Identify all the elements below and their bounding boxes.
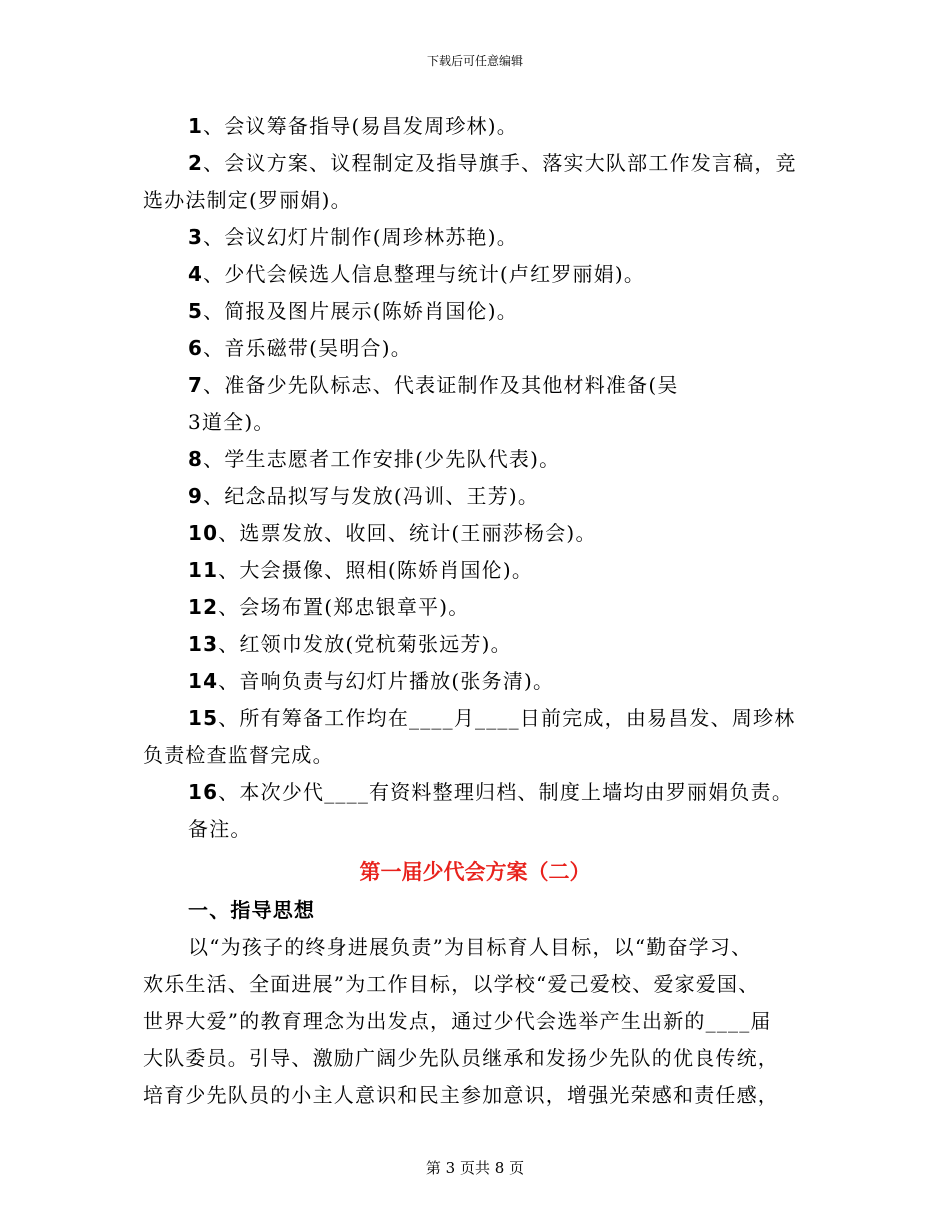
list-item: 4、少代会候选人信息整理与统计(卢红罗丽娟)。 [188, 262, 646, 286]
list-item: 8、学生志愿者工作安排(少先队代表)。 [188, 447, 561, 471]
list-item: 5、简报及图片展示(陈娇肖国伦)。 [188, 299, 518, 323]
paragraph-line: 以“为孩子的终身进展负责”为目标育人目标，以“勤奋学习、 [188, 935, 753, 959]
header-note: 下载后可任意编辑 [426, 54, 523, 68]
paragraph-line: 世界大爱”的教育理念为出发点，通过少代会选举产生出新的____届 [143, 1009, 772, 1033]
list-item-continuation: 3道全)。 [188, 410, 275, 434]
list-item: 16、本次少代____有资料整理归档、制度上墙均由罗丽娟负责。 [188, 780, 794, 804]
list-item: 14、音响负责与幻灯片播放(张务清)。 [188, 669, 555, 693]
remark: 备注。 [188, 817, 252, 841]
list-item: 13、红领巾发放(党杭菊张远芳)。 [188, 632, 512, 656]
list-item: 1、会议筹备指导(易昌发周珍林)。 [188, 114, 518, 138]
list-item: 6、音乐磁带(吴明合)。 [188, 336, 412, 360]
section-heading: 第一届少代会方案（二） [359, 859, 591, 884]
list-item: 3、会议幻灯片制作(周珍林苏艳)。 [188, 225, 518, 249]
list-item: 15、所有筹备工作均在____月____日前完成，由易昌发、周珍林 [188, 706, 796, 730]
paragraph-line: 大队委员。引导、激励广阔少先队员继承和发扬少先队的优良传统， [143, 1046, 779, 1070]
list-item: 2、会议方案、议程制定及指导旗手、落实大队部工作发言稿，竞 [188, 151, 797, 175]
paragraph-line: 培育少先队员的小主人意识和民主参加意识，增强光荣感和责任感， [143, 1083, 779, 1107]
list-item: 10、选票发放、收回、统计(王丽莎杨会)。 [188, 521, 597, 545]
paragraph-line: 欢乐生活、全面进展”为工作目标，以学校“爱己爱校、爱家爱国、 [143, 972, 760, 996]
list-item-continuation: 负责检查监督完成。 [143, 743, 334, 767]
document-body [143, 108, 807, 1114]
list-item: 7、准备少先队标志、代表证制作及其他材料准备(吴 [188, 373, 679, 397]
page-footer: 第 3 页共 8 页 [425, 1159, 525, 1177]
list-item: 9、纪念品拟写与发放(冯训、王芳)。 [188, 484, 540, 508]
list-item: 11、大会摄像、照相(陈娇肖国伦)。 [188, 558, 534, 582]
list-item-continuation: 选办法制定(罗丽娟)。 [143, 188, 352, 212]
list-item: 12、会场布置(郑忠银章平)。 [188, 595, 470, 619]
subsection-title: 一、指导思想 [188, 898, 316, 922]
